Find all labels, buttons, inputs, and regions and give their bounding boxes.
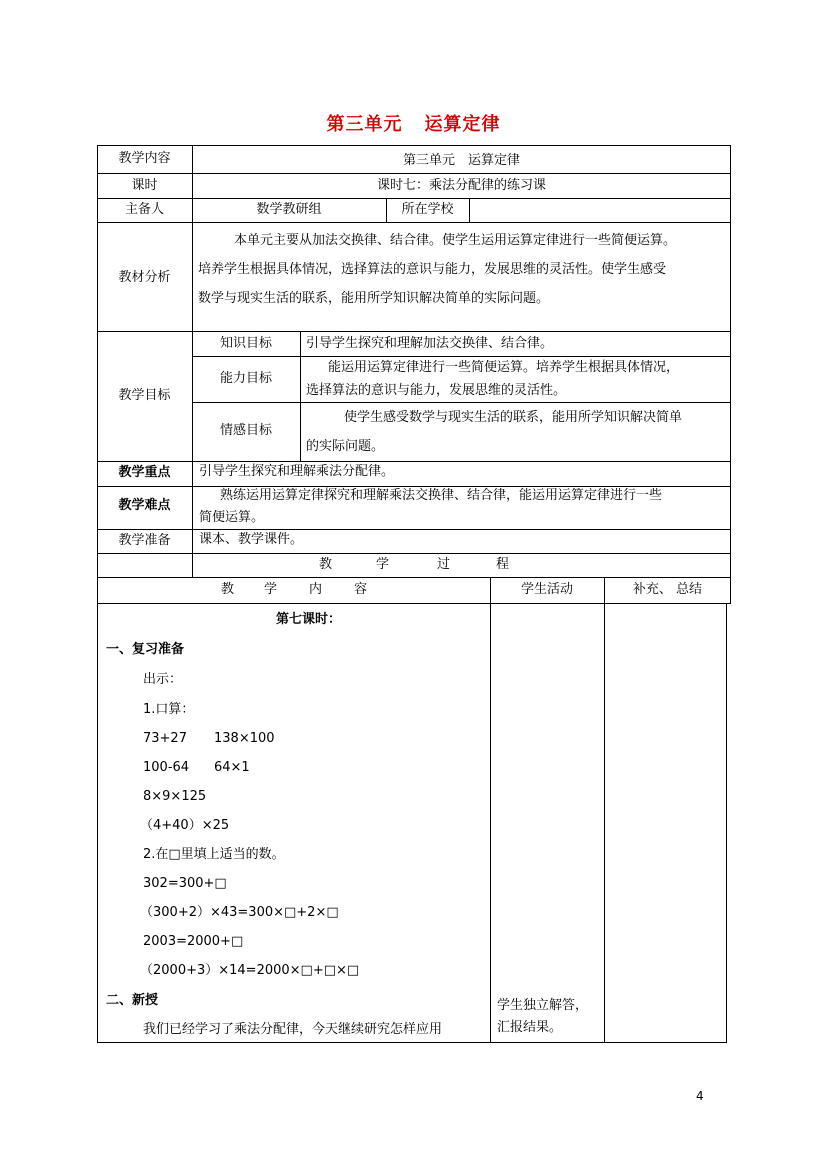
process-header-char: 教 bbox=[319, 557, 333, 572]
goal-emotion-label: 情感目标 bbox=[219, 423, 272, 438]
col-notes-header: 补充、 总结 bbox=[632, 582, 703, 597]
goal-ability-label: 能力目标 bbox=[219, 371, 272, 386]
analysis-label: 教材分析 bbox=[118, 270, 171, 285]
difficulty-line: 熟练运用运算定律探究和理解乘法交换律、结合律，能运用运算定律进行一些 bbox=[220, 488, 663, 503]
student-activity-line: 学生独立解答， bbox=[497, 998, 589, 1013]
analysis-line: 数学与现实生活的联系，能用所学知识解决简单的实际问题。 bbox=[198, 291, 550, 306]
goals-label: 教学目标 bbox=[118, 388, 171, 403]
goal-emotion-line: 的实际问题。 bbox=[306, 439, 385, 454]
period-label: 课时 bbox=[131, 178, 158, 193]
focus-text: 引导学生探究和理解乘法分配律。 bbox=[199, 464, 395, 479]
col-content-char: 内 bbox=[309, 582, 323, 597]
page-number: 4 bbox=[696, 1089, 704, 1103]
goal-ability-line: 能运用运算定律进行一些简便运算。培养学生根据具体情况， bbox=[328, 360, 680, 375]
preparer-value: 数学教研组 bbox=[256, 202, 322, 217]
content-label: 教学内容 bbox=[118, 151, 171, 166]
difficulty-label: 教学难点 bbox=[118, 498, 171, 513]
calc-expr: （4+40）×25 bbox=[140, 818, 230, 833]
calc-expr: 100-64 bbox=[143, 760, 190, 775]
item-oral-calc: 1.口算： bbox=[143, 702, 195, 717]
section-new: 二、新授 bbox=[106, 993, 159, 1008]
fill-expr: 302=300+□ bbox=[143, 876, 227, 891]
show-label: 出示： bbox=[143, 672, 183, 687]
col-content-char: 教 bbox=[221, 582, 235, 597]
calc-expr: 73+27 bbox=[143, 731, 187, 746]
analysis-line: 培养学生根据具体情况，选择算法的意识与能力，发展思维的灵活性。使学生感受 bbox=[198, 262, 667, 277]
focus-label: 教学重点 bbox=[118, 465, 171, 480]
fill-expr: 2003=2000+□ bbox=[143, 934, 244, 949]
process-header-char: 学 bbox=[376, 557, 390, 572]
page-title: 第三单元 运算定律 bbox=[326, 114, 501, 135]
section-review: 一、复习准备 bbox=[106, 642, 185, 657]
goal-knowledge-label: 知识目标 bbox=[219, 336, 272, 351]
new-text: 我们已经学习了乘法分配律，今天继续研究怎样应用 bbox=[143, 1022, 443, 1037]
school-label: 所在学校 bbox=[401, 202, 454, 217]
calc-expr: 64×1 bbox=[214, 760, 250, 775]
calc-expr: 8×9×125 bbox=[143, 789, 207, 804]
goal-knowledge-text: 引导学生探究和理解加法交换律、结合律。 bbox=[306, 336, 554, 351]
col-content-char: 容 bbox=[354, 582, 368, 597]
prep-label: 教学准备 bbox=[118, 533, 171, 548]
lesson-heading: 第七课时： bbox=[276, 612, 342, 627]
content-value: 第三单元 运算定律 bbox=[402, 153, 520, 168]
item-fill-boxes: 2.在□里填上适当的数。 bbox=[143, 847, 285, 862]
goal-emotion-line: 使学生感受数学与现实生活的联系，能用所学知识解决简单 bbox=[344, 410, 683, 425]
period-value: 课时七：乘法分配律的练习课 bbox=[376, 178, 546, 193]
col-student-header: 学生活动 bbox=[520, 582, 573, 597]
goal-ability-line: 选择算法的意识与能力，发展思维的灵活性。 bbox=[306, 383, 567, 398]
preparer-label: 主备人 bbox=[124, 202, 164, 217]
process-header-char: 过 bbox=[437, 557, 451, 572]
col-content-char: 学 bbox=[264, 582, 278, 597]
prep-text: 课本、教学课件。 bbox=[199, 532, 304, 547]
student-activity-line: 汇报结果。 bbox=[497, 1020, 563, 1035]
difficulty-line: 简便运算。 bbox=[199, 510, 265, 525]
fill-expr: （300+2）×43=300×□+2×□ bbox=[140, 905, 339, 920]
fill-expr: （2000+3）×14=2000×□+□×□ bbox=[140, 963, 360, 978]
process-header-char: 程 bbox=[496, 557, 510, 572]
analysis-line: 本单元主要从加法交换律、结合律。使学生运用运算定律进行一些简便运算。 bbox=[234, 233, 677, 248]
calc-expr: 138×100 bbox=[214, 731, 275, 746]
